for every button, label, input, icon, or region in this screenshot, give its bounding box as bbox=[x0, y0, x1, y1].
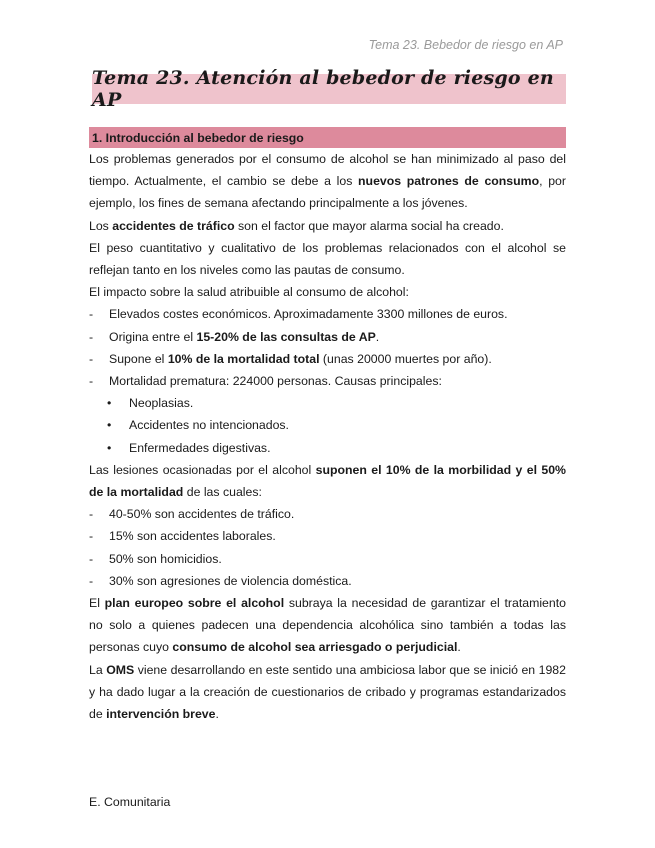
list-item: - Origina entre el 15-20% de las consultas de AP. bbox=[89, 329, 380, 344]
paragraph-impact: El impacto sobre la salud atribuible al consumo de alcohol: bbox=[89, 285, 409, 300]
bullet-item: • Accidentes no intencionados. bbox=[107, 418, 289, 433]
section-heading: 1. Introducción al bebedor de riesgo bbox=[89, 127, 566, 148]
list-item: - 50% son homicidios. bbox=[89, 551, 222, 566]
body-content bbox=[89, 148, 566, 725]
list-item: - Supone el 10% de la mortalidad total (unas 20000 muertes por año). bbox=[89, 351, 492, 366]
paragraph-injuries: Las lesiones ocasionadas por el alcohol suponen el 10% de la morbilidad y el 50% de la mortalidad de las cuales: bbox=[89, 462, 566, 500]
main-title: Tema 23. Atención al bebedor de riesgo en AP bbox=[92, 67, 554, 111]
bullet-item: • Enfermedades digestivas. bbox=[107, 440, 271, 455]
paragraph-intro: Los problemas generados por el consumo de alcohol se han minimizado al paso del tiempo. Actualmente, el cambio se debe a los nuevos patrones de consumo, por ejemplo, los fines de semana afectando principalmente a los jóvenes. bbox=[89, 152, 566, 211]
main-title-banner bbox=[92, 67, 566, 111]
paragraph-weight: El peso cuantitativo y cualitativo de los problemas relacionados con el alcohol se reflejan tanto en los niveles como las pautas de consumo. bbox=[89, 240, 566, 278]
list-item: - 30% son agresiones de violencia doméstica. bbox=[89, 573, 352, 588]
list-item: - 40-50% son accidentes de tráfico. bbox=[89, 507, 295, 522]
paragraph-oms: La OMS viene desarrollando en este sentido una ambiciosa labor que se inició en 1982 y ha dado lugar a la creación de cuestionarios de cribado y programas estandarizados de intervención breve. bbox=[89, 662, 566, 722]
paragraph-european-plan: El plan europeo sobre el alcohol subraya la necesidad de garantizar el tratamiento no solo a quienes padecen una dependencia alcohólica sino también a todas las personas cuyo consumo de alcohol sea arriesgado o perjudicial. bbox=[89, 596, 566, 655]
bullet-item: • Neoplasias. bbox=[107, 396, 194, 411]
list-item: - 15% son accidentes laborales. bbox=[89, 529, 276, 544]
page-footer: E. Comunitaria bbox=[89, 795, 171, 809]
paragraph-traffic: Los accidentes de tráfico son el factor que mayor alarma social ha creado. bbox=[89, 218, 504, 233]
running-header: Tema 23. Bebedor de riesgo en AP bbox=[368, 38, 563, 52]
list-item: - Mortalidad prematura: 224000 personas. Causas principales: bbox=[89, 374, 442, 389]
list-item: - Elevados costes económicos. Aproximadamente 3300 millones de euros. bbox=[89, 307, 508, 322]
